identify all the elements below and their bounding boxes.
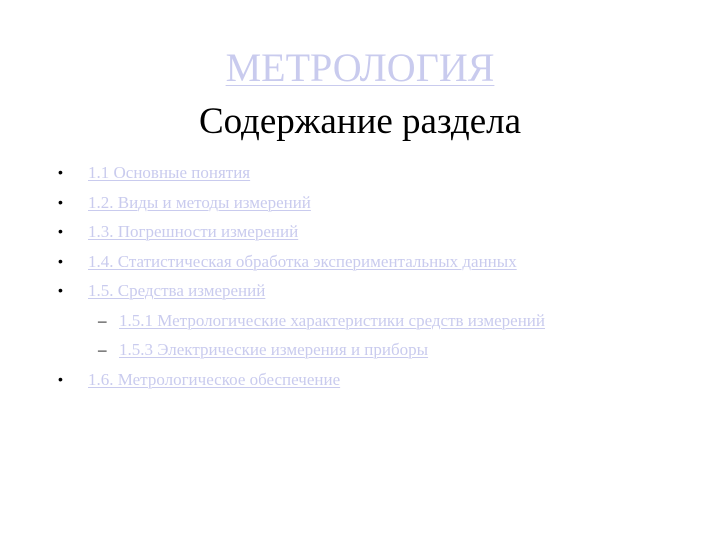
contents-link[interactable]: 1.3. Погрешности измерений bbox=[88, 222, 299, 241]
bullet-icon: • bbox=[58, 193, 63, 210]
sub-list-item bbox=[58, 306, 698, 336]
bullet-icon: • bbox=[58, 223, 63, 239]
list-item bbox=[58, 158, 698, 188]
bullet-icon: • bbox=[58, 252, 63, 269]
contents-link[interactable]: 1.5. Средства измерений bbox=[88, 281, 266, 300]
contents-link[interactable]: 1.1 Основные понятия bbox=[88, 163, 251, 182]
bullet-icon: • bbox=[58, 282, 63, 298]
page-subtitle: Содержание раздела bbox=[198, 101, 522, 142]
contents-sublink[interactable]: 1.5.1 Метрологические характеристики средств измерений bbox=[119, 310, 546, 330]
contents-sublink[interactable]: 1.5.3 Электрические измерения и приборы bbox=[119, 340, 429, 359]
list-item bbox=[58, 217, 698, 247]
contents-link[interactable]: 1.6. Метрологическое обеспечение bbox=[88, 369, 341, 389]
bullet-icon: • bbox=[58, 164, 63, 180]
list-item bbox=[58, 188, 698, 218]
page-title-link[interactable]: МЕТРОЛОГИЯ bbox=[225, 45, 495, 90]
dash-bullet-icon: – bbox=[98, 310, 107, 330]
sub-list-item bbox=[58, 335, 698, 365]
contents-list bbox=[58, 158, 698, 394]
bullet-icon: • bbox=[58, 370, 63, 387]
contents-link[interactable]: 1.2. Виды и методы измерений bbox=[88, 192, 311, 212]
list-item bbox=[58, 276, 698, 306]
contents-link[interactable]: 1.4. Статистическая обработка экспериментальных данных bbox=[88, 251, 517, 271]
list-item bbox=[58, 247, 698, 277]
list-item bbox=[58, 365, 698, 395]
dash-bullet-icon: – bbox=[98, 340, 107, 359]
